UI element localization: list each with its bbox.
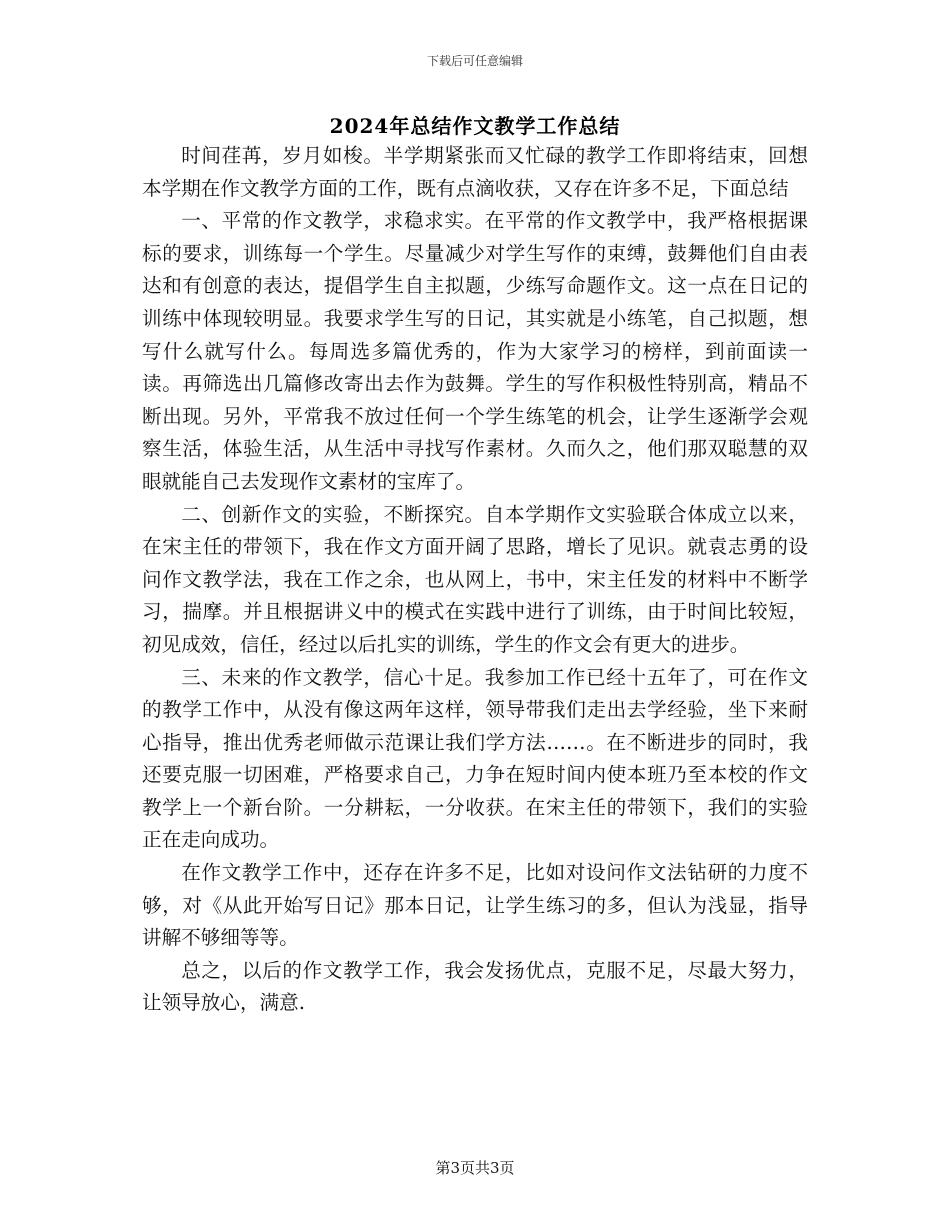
paragraph-intro: 时间荏苒，岁月如梭。半学期紧张而又忙碌的教学工作即将结束，回想本学期在作文教学方面的工作，既有点滴收获，又存在许多不足，下面总结 xyxy=(142,144,808,200)
document-title: 2024年总结作文教学工作总结 xyxy=(329,114,621,138)
paragraph-section-two: 二、创新作文的实验，不断探究。自本学期作文实验联合体成立以来，在宋主任的带领下，我在作文方面开阔了思路，增长了见识。就袁志勇的设问作文教学法，我在工作之余，也从网上，书中，宋主任发的材料中不断学习，揣摩。并且根据讲义中的模式在实践中进行了训练，由于时间比较短，初见成效，信任，经过以后扎实的训练，学生的作文会有更大的进步。 xyxy=(142,502,808,656)
header-note: 下载后可任意编辑 xyxy=(426,54,523,68)
page-number: 第3页共3页 xyxy=(435,1159,515,1177)
paragraph-section-one: 一、平常的作文教学，求稳求实。在平常的作文教学中，我严格根据课标的要求，训练每一个学生。尽量减少对学生写作的束缚，鼓舞他们自由表达和有创意的表达，提倡学生自主拟题，少练写命题作文。这一点在日记的训练中体现较明显。我要求学生写的日记，其实就是小练笔，自己拟题，想写什么就写什么。每周选多篇优秀的，作为大家学习的榜样，到前面读一读。再筛选出几篇修改寄出去作为鼓舞。学生的写作积极性特别高，精品不断出现。另外，平常我不放过任何一个学生练笔的机会，让学生逐渐学会观察生活，体验生活，从生活中寻找写作素材。久而久之，他们那双聪慧的双眼就能自己去发现作文素材的宝库了。 xyxy=(142,209,808,493)
paragraph-conclusion: 总之，以后的作文教学工作，我会发扬优点，克服不足，尽最大努力，让领导放心，满意. xyxy=(142,958,808,1015)
document-body xyxy=(142,140,808,1020)
paragraph-shortcomings: 在作文教学工作中，还存在许多不足，比如对设问作文法钻研的力度不够，对《从此开始写日记》那本日记，让学生练习的多，但认为浅显，指导讲解不够细等等。 xyxy=(142,861,808,950)
paragraph-section-three: 三、未来的作文教学，信心十足。我参加工作已经十五年了，可在作文的教学工作中，从没有像这两年这样，领导带我们走出去学经验，坐下来耐心指导，推出优秀老师做示范课让我们学方法……。在不断进步的同时，我还要克服一切困难，严格要求自己，力争在短时间内使本班乃至本校的作文教学上一个新台阶。一分耕耘，一分收获。在宋主任的带领下，我们的实验正在走向成功。 xyxy=(142,665,808,852)
